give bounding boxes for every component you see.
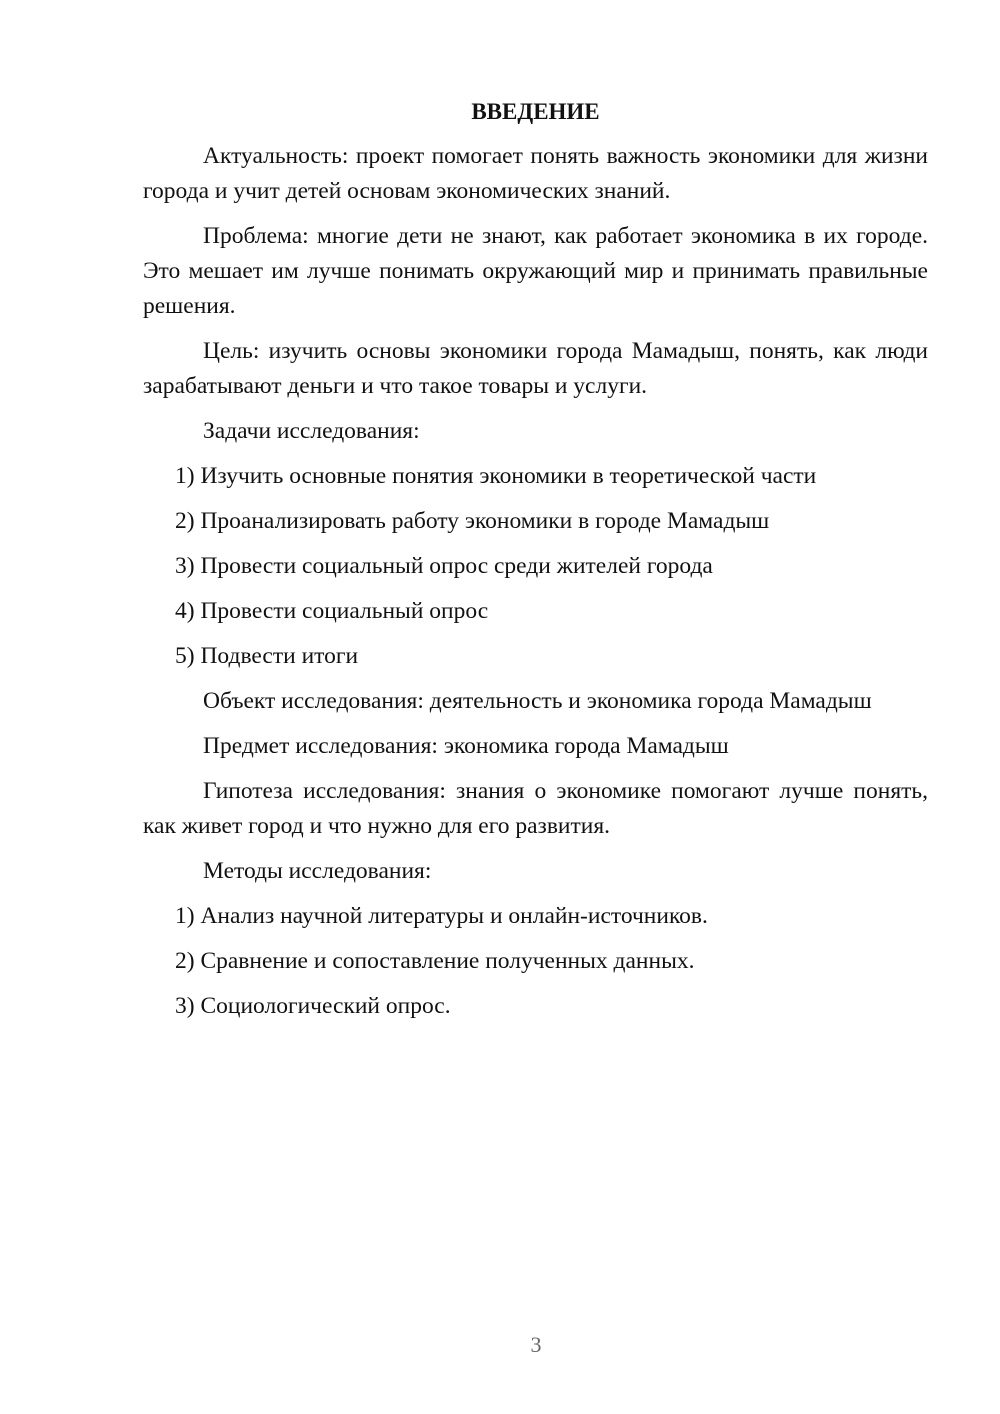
- problem-paragraph: Проблема: многие дети не знают, как работает экономика в их городе. Это мешает им лучше понимать окружающий мир и принимать правильные решения.: [143, 223, 928, 319]
- tasks-label: Задачи исследования:: [203, 418, 420, 444]
- goal-paragraph: Цель: изучить основы экономики города Мамадыш, понять, как люди зарабатывают деньги и что такое товары и услуги.: [143, 338, 928, 399]
- section-heading: ВВЕДЕНИЕ: [471, 99, 600, 124]
- object-paragraph: Объект исследования: деятельность и экономика города Мамадыш: [203, 688, 872, 714]
- page-content: [143, 94, 928, 1034]
- methods-label: Методы исследования:: [203, 858, 432, 884]
- method-item-2: 2) Сравнение и сопоставление полученных данных.: [175, 948, 695, 974]
- task-item-2: 2) Проанализировать работу экономики в городе Мамадыш: [175, 508, 770, 534]
- hypothesis-paragraph: Гипотеза исследования: знания о экономике помогают лучше понять, как живет город и что нужно для его развития.: [143, 778, 928, 839]
- method-item-1: 1) Анализ научной литературы и онлайн-источников.: [175, 903, 708, 929]
- subject-paragraph: Предмет исследования: экономика города Мамадыш: [203, 733, 729, 759]
- task-item-4: 4) Провести социальный опрос: [175, 598, 489, 624]
- page-number: 3: [530, 1332, 542, 1357]
- task-item-3: 3) Провести социальный опрос среди жителей города: [175, 553, 713, 579]
- task-item-1: 1) Изучить основные понятия экономики в теоретической части: [175, 463, 817, 489]
- method-item-3: 3) Социологический опрос.: [175, 993, 451, 1019]
- relevance-paragraph: Актуальность: проект помогает понять важность экономики для жизни города и учит детей основам экономических знаний.: [143, 143, 928, 204]
- task-item-5: 5) Подвести итоги: [175, 643, 359, 669]
